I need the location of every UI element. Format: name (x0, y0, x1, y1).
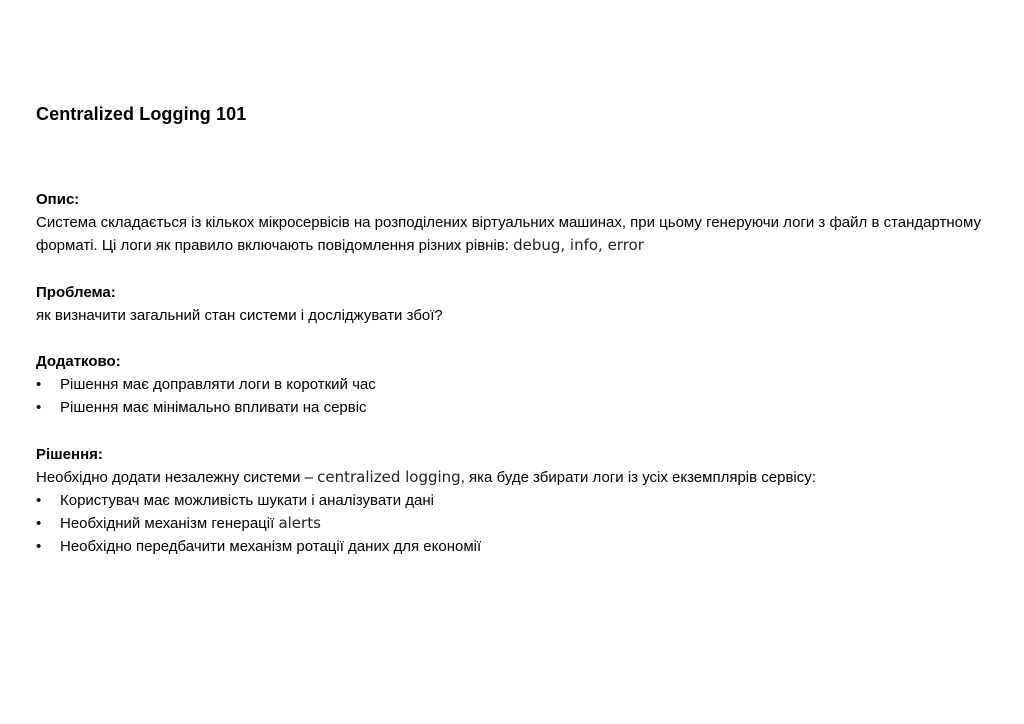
list-item (36, 512, 996, 535)
list-item-text: Необхідний механізм генерації (60, 515, 279, 533)
list-item (36, 535, 996, 558)
list-item (36, 396, 996, 419)
list-item-text: Необхідно передбачити механізм ротації даних для економії (60, 538, 482, 556)
description-heading: Опис: (36, 191, 80, 208)
bullet-icon: • (36, 399, 42, 417)
solution-section (36, 443, 996, 559)
alerts-term: alerts (278, 514, 321, 533)
bullet-icon: • (36, 538, 42, 556)
bullet-icon: • (36, 376, 42, 394)
additional-section (36, 350, 996, 420)
solution-intro-part1: Необхідно додати незалежну системи – (36, 468, 318, 486)
list-item (36, 489, 996, 512)
list-item-text: Рішення має мінімально впливати на сервіс (60, 399, 367, 417)
problem-text: як визначити загальний стан системи і досліджувати збої? (36, 306, 443, 324)
list-item-text: Рішення має доправляти логи в короткий час (60, 376, 376, 394)
solution-intro (36, 466, 996, 489)
problem-section (36, 281, 996, 327)
content-body (36, 188, 996, 559)
page-title: Centralized Logging 101 (36, 104, 247, 124)
solution-intro-part2: , яка буде збирати логи із усіх екземплярів сервісу: (460, 468, 816, 486)
log-levels: debug, info, error (513, 236, 644, 255)
list-item-text: Користувач має можливість шукати і аналізувати дані (60, 492, 434, 510)
list-item (36, 373, 996, 396)
additional-heading: Додатково: (36, 353, 121, 371)
solution-list (36, 489, 996, 559)
description-section (36, 188, 996, 258)
bullet-icon: • (36, 515, 42, 533)
description-text-part1: Система складається із кількох мікросервісів на розподілених віртуальних машинах, при цьому генеруючи логи з файл в стандартному форматі. Ці логи як правило включають повідомлення різних рівнів: (36, 214, 981, 255)
bullet-icon: • (36, 492, 42, 510)
problem-heading: Проблема: (36, 283, 116, 301)
solution-heading: Рішення: (36, 445, 103, 463)
description-text (36, 211, 996, 257)
additional-list (36, 373, 996, 419)
solution-term: centralized logging (317, 467, 461, 486)
